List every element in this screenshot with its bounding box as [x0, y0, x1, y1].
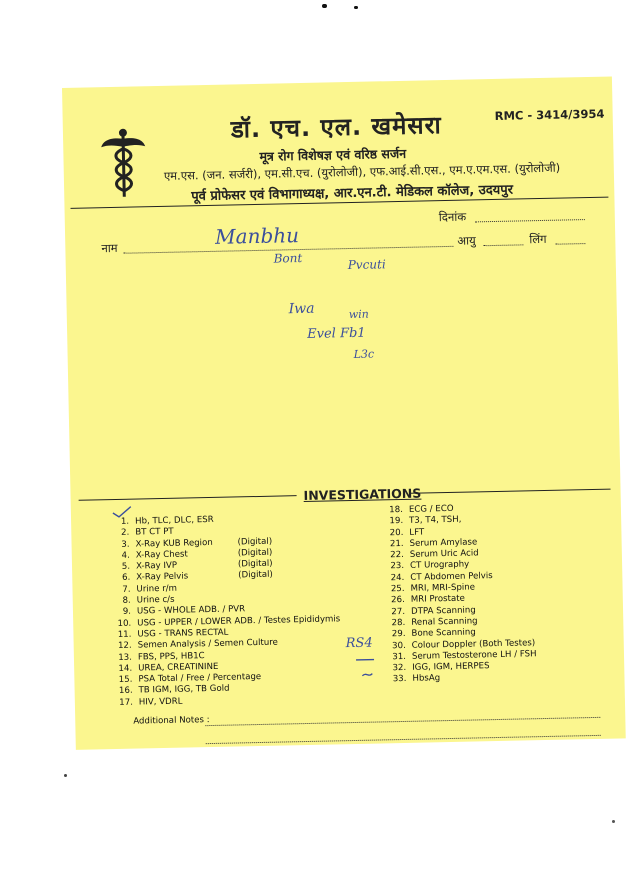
- handwritten-note: Bont: [273, 251, 303, 266]
- handwritten-note: win: [348, 307, 369, 322]
- additional-notes-field-1[interactable]: [205, 717, 600, 726]
- investigations-list-right: [381, 502, 537, 686]
- list-item[interactable]: 32. IGG, IGM, HERPES: [392, 661, 490, 674]
- list-item[interactable]: 5. X-Ray IVP (Digital): [121, 558, 273, 573]
- handwritten-note: L3c: [353, 347, 375, 361]
- list-item[interactable]: 2. BT CT PT: [121, 527, 174, 539]
- sex-field[interactable]: [555, 243, 585, 245]
- doctor-specialty: मूत्र रोग विशेषज्ञ एवं वरिष्ठ सर्जन: [259, 145, 407, 164]
- list-item[interactable]: 33. HbsAg: [392, 673, 441, 685]
- list-item[interactable]: 26. MRI Prostate: [391, 594, 465, 606]
- investigations-rule-left: [79, 495, 297, 501]
- additional-notes-field-2[interactable]: [206, 735, 601, 744]
- prescription-pad: [62, 76, 626, 749]
- age-label: आयु: [457, 233, 476, 248]
- handwritten-note: Pvcuti: [347, 257, 386, 273]
- investigations-rule-right: [411, 489, 611, 494]
- date-label: दिनांक: [438, 209, 467, 225]
- handwritten-patient-name: Manbhu: [214, 223, 300, 249]
- handwritten-dash-icon: [354, 655, 395, 686]
- caduceus-logo-icon: [99, 126, 148, 199]
- additional-notes-label: Additional Notes :: [133, 715, 210, 727]
- list-item[interactable]: 30. Colour Doppler (Both Testes): [391, 637, 536, 651]
- list-item[interactable]: 19. T3, T4, TSH,: [389, 515, 462, 527]
- handwritten-tick-icon: [111, 504, 141, 519]
- list-item[interactable]: 20. LFT: [389, 527, 425, 538]
- list-item[interactable]: 28. Renal Scanning: [391, 616, 478, 629]
- handwritten-note: Iwa: [288, 300, 315, 318]
- list-item[interactable]: 23. CT Urography: [390, 560, 470, 572]
- list-item[interactable]: 1. Hb, TLC, DLC, ESR: [120, 514, 214, 527]
- age-field[interactable]: [483, 244, 523, 246]
- list-item[interactable]: 6. X-Ray Pelvis (Digital): [121, 570, 273, 584]
- list-item[interactable]: 11. USG - TRANS RECTAL: [117, 627, 229, 640]
- list-item[interactable]: 17. HIV, VDRL: [119, 696, 183, 708]
- list-item[interactable]: 3. X-Ray KUB Region (Digital): [121, 536, 273, 550]
- list-item[interactable]: 27. DTPA Scanning: [391, 605, 476, 617]
- list-item[interactable]: 10. USG - UPPER / LOWER ADB. / Testes Epididymis: [117, 613, 341, 629]
- doctor-position: पूर्व प्रोफेसर एवं विभागाध्यक्ष, आर.एन.टी. मेडिकल कॉलेज, उदयपुर: [191, 182, 514, 205]
- list-item[interactable]: 29. Bone Scanning: [391, 627, 476, 640]
- list-item[interactable]: 8. Urine c/s: [122, 594, 175, 606]
- list-item[interactable]: 21. Serum Amylase: [389, 537, 478, 550]
- date-field[interactable]: [475, 219, 585, 222]
- list-item[interactable]: 24. CT Abdomen Pelvis: [390, 570, 493, 584]
- scan-speck: [612, 820, 615, 823]
- list-item[interactable]: 7. Urine r/m: [122, 583, 178, 595]
- investigations-title: INVESTIGATIONS: [303, 485, 422, 504]
- list-item[interactable]: 15. PSA Total / Free / Percentage: [118, 672, 262, 686]
- investigations-list-left: [107, 512, 342, 709]
- list-item[interactable]: 12. Semen Analysis / Semen Culture: [117, 637, 278, 652]
- scan-speck: [322, 4, 327, 8]
- scan-speck: [354, 6, 358, 9]
- list-item[interactable]: 25. MRI, MRI-Spine: [390, 582, 476, 595]
- doctor-degrees: एम.एस. (जन. सर्जरी), एम.सी.एच. (युरोलोजी), एफ.आई.सी.एस., एम.ए.एम.एस. (युरोलोजी): [163, 160, 561, 183]
- list-item[interactable]: 9. USG - WHOLE ADB. / PVR: [122, 604, 246, 618]
- list-item[interactable]: 22. Serum Uric Acid: [390, 548, 479, 561]
- list-item[interactable]: 14. UREA, CREATININE: [118, 661, 219, 674]
- list-item[interactable]: 31. Serum Testosterone LH / FSH: [392, 649, 537, 663]
- doctor-name: डॉ. एच. एल. खमेसरा: [230, 111, 442, 144]
- scan-speck: [64, 774, 67, 777]
- list-item[interactable]: 16. TB IGM, IGG, TB Gold: [118, 684, 230, 697]
- sex-label: लिंग: [529, 231, 547, 247]
- name-label: नाम: [101, 240, 118, 256]
- registration-number: RMC - 3414/3954: [494, 106, 605, 123]
- list-item[interactable]: 13. FBS, PPS, HB1C: [118, 650, 205, 663]
- list-item[interactable]: 4. X-Ray Chest (Digital): [121, 547, 273, 561]
- handwritten-note: RS4: [345, 635, 373, 652]
- handwritten-note: Evel Fb1: [307, 325, 366, 342]
- list-item[interactable]: 18. ECG / ECO: [389, 503, 454, 516]
